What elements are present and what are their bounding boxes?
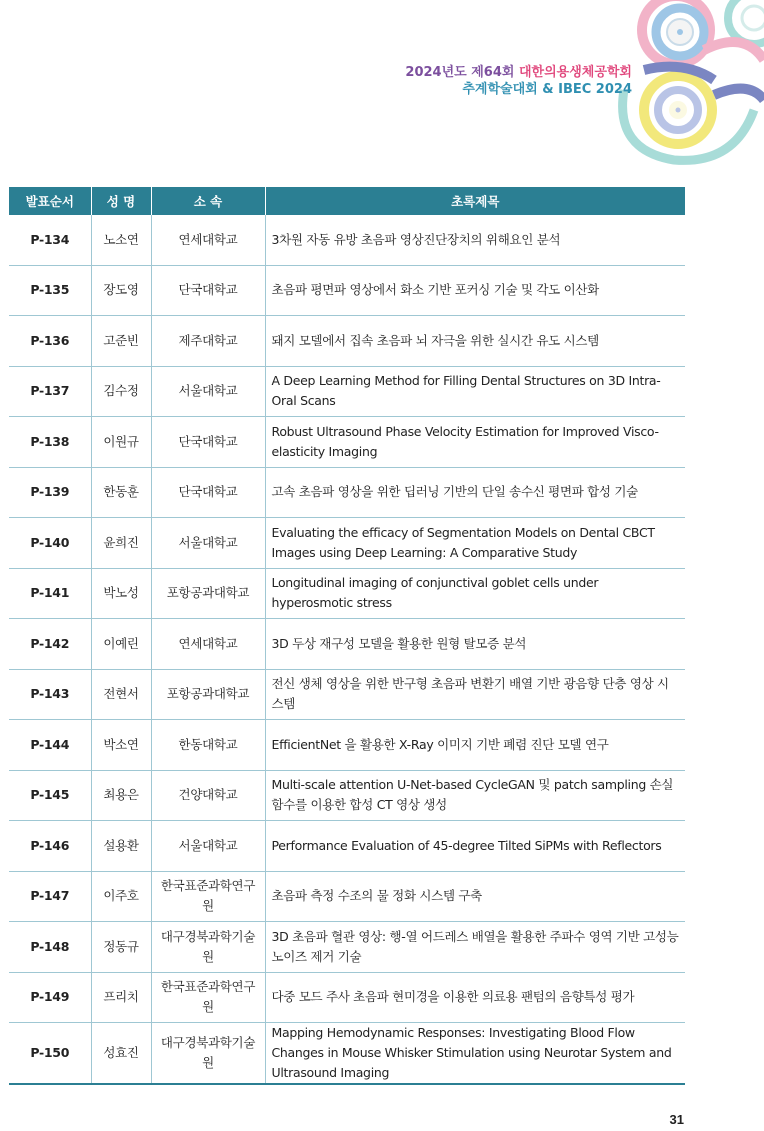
- presentation-code: P-146: [9, 821, 91, 872]
- presentation-code: P-139: [9, 467, 91, 518]
- affiliation: 대구경북과학기술원: [151, 922, 265, 973]
- table-row: [9, 215, 685, 265]
- table-row: [9, 821, 685, 872]
- presentation-code: P-141: [9, 568, 91, 619]
- page-number: 31: [669, 1112, 684, 1127]
- abstract-title: 초음파 측정 수조의 물 정화 시스템 구축: [265, 871, 685, 922]
- table-row: [9, 619, 685, 670]
- abstract-title: Multi-scale attention U-Net-based CycleGAN 및 patch sampling 손실함수를 이용한 합성 CT 영상 생성: [265, 770, 685, 821]
- society-name: 대한의용생체공학회: [518, 65, 632, 80]
- abstract-title: 전신 생체 영상을 위한 반구형 초음파 변환기 배열 기반 광음향 단층 영상 시스템: [265, 669, 685, 720]
- abstract-title: 3D 초음파 혈관 영상: 행-열 어드레스 배열을 활용한 주파수 영역 기반 고성능 노이즈 제거 기술: [265, 922, 685, 973]
- presenter-name: 한동훈: [91, 467, 151, 518]
- affiliation: 서울대학교: [151, 366, 265, 417]
- presentation-code: P-140: [9, 518, 91, 569]
- abstract-title: Evaluating the efficacy of Segmentation Models on Dental CBCT Images using Deep Learning: A Comparative Study: [265, 518, 685, 569]
- conference-title-line2: 추계학술대회 & IBEC 2024: [462, 82, 632, 97]
- abstract-title: Performance Evaluation of 45-degree Tilted SiPMs with Reflectors: [265, 821, 685, 872]
- abstract-title: EfficientNet 을 활용한 X-Ray 이미지 기반 폐렴 진단 모델 연구: [265, 720, 685, 771]
- abstract-title: 다중 모드 주사 초음파 현미경을 이용한 의료용 팬텀의 음향특성 평가: [265, 972, 685, 1023]
- table-row: [9, 972, 685, 1023]
- affiliation: 한국표준과학연구원: [151, 972, 265, 1023]
- abstract-title: Longitudinal imaging of conjunctival goblet cells under hyperosmotic stress: [265, 568, 685, 619]
- conference-edition: 2024년도 제64회: [405, 65, 519, 80]
- table-row: [9, 922, 685, 973]
- table-row: [9, 467, 685, 518]
- presentation-code: P-134: [9, 215, 91, 265]
- presenter-name: 이예린: [91, 619, 151, 670]
- presenter-name: 노소연: [91, 215, 151, 265]
- presentation-code: P-136: [9, 316, 91, 367]
- table-row: [9, 720, 685, 771]
- presentation-code: P-144: [9, 720, 91, 771]
- presenter-name: 박소연: [91, 720, 151, 771]
- presentation-code: P-149: [9, 972, 91, 1023]
- conference-title: [405, 64, 632, 98]
- affiliation: 한국표준과학연구원: [151, 871, 265, 922]
- presenter-name: 정동규: [91, 922, 151, 973]
- presentation-code: P-135: [9, 265, 91, 316]
- presenter-name: 이원규: [91, 417, 151, 468]
- affiliation: 건양대학교: [151, 770, 265, 821]
- presentation-code: P-137: [9, 366, 91, 417]
- presentation-code: P-138: [9, 417, 91, 468]
- presentation-code: P-143: [9, 669, 91, 720]
- presenter-name: 전현서: [91, 669, 151, 720]
- table-row: [9, 1023, 685, 1085]
- column-header-order: 발표순서: [9, 187, 91, 215]
- affiliation: 한동대학교: [151, 720, 265, 771]
- presentation-code: P-145: [9, 770, 91, 821]
- affiliation: 포항공과대학교: [151, 568, 265, 619]
- table-row: [9, 871, 685, 922]
- table-row: [9, 366, 685, 417]
- presenter-name: 이주호: [91, 871, 151, 922]
- affiliation: 서울대학교: [151, 821, 265, 872]
- affiliation: 단국대학교: [151, 265, 265, 316]
- table-row: [9, 265, 685, 316]
- presentation-code: P-142: [9, 619, 91, 670]
- affiliation: 대구경북과학기술원: [151, 1023, 265, 1085]
- affiliation: 제주대학교: [151, 316, 265, 367]
- abstract-title: A Deep Learning Method for Filling Dental Structures on 3D Intra-Oral Scans: [265, 366, 685, 417]
- conference-title-line1: [405, 64, 632, 81]
- presenter-name: 성효진: [91, 1023, 151, 1085]
- presentation-code: P-147: [9, 871, 91, 922]
- affiliation: 연세대학교: [151, 619, 265, 670]
- column-header-name: 성 명: [91, 187, 151, 215]
- presenter-name: 최용은: [91, 770, 151, 821]
- affiliation: 단국대학교: [151, 417, 265, 468]
- table-row: [9, 417, 685, 468]
- table-row: [9, 316, 685, 367]
- table-row: [9, 568, 685, 619]
- abstract-title: 초음파 평면파 영상에서 화소 기반 포커싱 기술 및 각도 이산화: [265, 265, 685, 316]
- affiliation: 단국대학교: [151, 467, 265, 518]
- affiliation: 연세대학교: [151, 215, 265, 265]
- affiliation: 서울대학교: [151, 518, 265, 569]
- abstract-title: 3D 두상 재구성 모델을 활용한 원형 탈모증 분석: [265, 619, 685, 670]
- presentation-code: P-150: [9, 1023, 91, 1085]
- abstract-title: 돼지 모델에서 집속 초음파 뇌 자극을 위한 실시간 유도 시스템: [265, 316, 685, 367]
- presenter-name: 설용환: [91, 821, 151, 872]
- table-header-row: [9, 187, 685, 215]
- abstract-title: Mapping Hemodynamic Responses: Investigating Blood Flow Changes in Mouse Whisker Stimulation using Neurotar System and Ultrasound Imaging: [265, 1023, 685, 1085]
- abstract-title: 3차원 자동 유방 초음파 영상진단장치의 위해요인 분석: [265, 215, 685, 265]
- column-header-affiliation: 소 속: [151, 187, 265, 215]
- poster-schedule-table: [9, 187, 685, 1085]
- table-row: [9, 770, 685, 821]
- presentation-code: P-148: [9, 922, 91, 973]
- presenter-name: 박노성: [91, 568, 151, 619]
- abstract-title: 고속 초음파 영상을 위한 딥러닝 기반의 단일 송수신 평면파 합성 기술: [265, 467, 685, 518]
- presenter-name: 김수정: [91, 366, 151, 417]
- presenter-name: 프리치: [91, 972, 151, 1023]
- presenter-name: 고준빈: [91, 316, 151, 367]
- abstract-title: Robust Ultrasound Phase Velocity Estimation for Improved Visco-elasticity Imaging: [265, 417, 685, 468]
- affiliation: 포항공과대학교: [151, 669, 265, 720]
- column-header-abstract-title: 초록제목: [265, 187, 685, 215]
- table-row: [9, 669, 685, 720]
- presenter-name: 장도영: [91, 265, 151, 316]
- table-row: [9, 518, 685, 569]
- presenter-name: 윤희진: [91, 518, 151, 569]
